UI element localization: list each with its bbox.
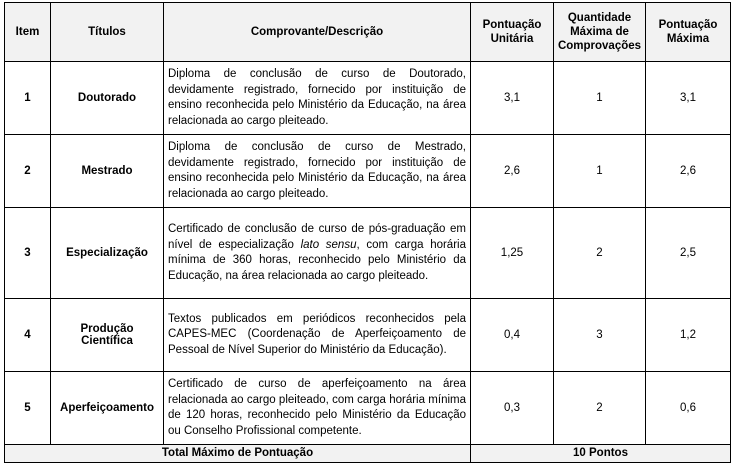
row-description: Textos publicados em periódicos reconhecidos pela CAPES-MEC (Coordenação de Aperfeiçoamento de Pessoal de Nível Superior do Ministério da Educação). (164, 299, 471, 372)
table-row (5, 135, 731, 208)
header-pontuacao-unitaria: Pontuação Unitária (471, 3, 554, 62)
row-pontuacao-maxima: 2,5 (646, 208, 731, 299)
row-description (164, 208, 471, 299)
table-row (5, 372, 731, 445)
row-pontuacao-maxima: 1,2 (646, 299, 731, 372)
row-description-post: , com carga horária mínima de 360 horas, reconhecido pelo Ministério da Educação, na área relacionada ao cargo pleiteado. (168, 238, 466, 282)
row-quantidade-maxima: 1 (554, 135, 646, 208)
row-quantidade-maxima: 1 (554, 62, 646, 135)
row-description: Diploma de conclusão de curso de Mestrado, devidamente registrado, fornecido por instituição de ensino reconhecida pelo Ministério da Educação, na área relacionada ao cargo pleiteado. (164, 135, 471, 208)
row-pontuacao-maxima: 3,1 (646, 62, 731, 135)
header-item: Item (5, 3, 51, 62)
row-pontuacao-unitaria: 2,6 (471, 135, 554, 208)
header-quantidade-maxima: Quantidade Máxima de Comprovações (554, 3, 646, 62)
row-pontuacao-unitaria: 0,3 (471, 372, 554, 445)
row-title: Produção Científica (51, 299, 164, 372)
row-title: Doutorado (51, 62, 164, 135)
table-row (5, 208, 731, 299)
header-titulos: Títulos (51, 3, 164, 62)
row-description-italic: lato sensu (300, 238, 357, 251)
row-pontuacao-unitaria: 0,4 (471, 299, 554, 372)
row-pontuacao-unitaria: 3,1 (471, 62, 554, 135)
row-title: Especialização (51, 208, 164, 299)
row-item: 1 (5, 62, 51, 135)
row-title: Aperfeiçoamento (51, 372, 164, 445)
row-quantidade-maxima: 2 (554, 208, 646, 299)
row-item: 5 (5, 372, 51, 445)
total-label: Total Máximo de Pontuação (5, 445, 471, 463)
row-pontuacao-unitaria: 1,25 (471, 208, 554, 299)
row-title: Mestrado (51, 135, 164, 208)
row-description: Certificado de curso de aperfeiçoamento na área relacionada ao cargo pleiteado, com carga horária mínima de 120 horas, reconhecido pelo Ministério da Educação ou Conselho Profissional competente. (164, 372, 471, 445)
header-pontuacao-maxima: Pontuação Máxima (646, 3, 731, 62)
row-item: 4 (5, 299, 51, 372)
total-value: 10 Pontos (471, 445, 731, 463)
footer-row (5, 445, 731, 463)
scoring-table (4, 2, 731, 463)
table-row (5, 299, 731, 372)
row-quantidade-maxima: 2 (554, 372, 646, 445)
row-quantidade-maxima: 3 (554, 299, 646, 372)
row-pontuacao-maxima: 2,6 (646, 135, 731, 208)
row-pontuacao-maxima: 0,6 (646, 372, 731, 445)
row-item: 2 (5, 135, 51, 208)
row-description: Diploma de conclusão de curso de Doutorado, devidamente registrado, fornecido por instituição de ensino reconhecida pelo Ministério da Educação, na área relacionada ao cargo pleiteado. (164, 62, 471, 135)
row-description-pre: Certificado de conclusão de curso de pós-graduação em nível de especialização (168, 223, 466, 251)
row-item: 3 (5, 208, 51, 299)
header-row (5, 3, 731, 62)
table-row (5, 62, 731, 135)
header-comprovante: Comprovante/Descrição (164, 3, 471, 62)
